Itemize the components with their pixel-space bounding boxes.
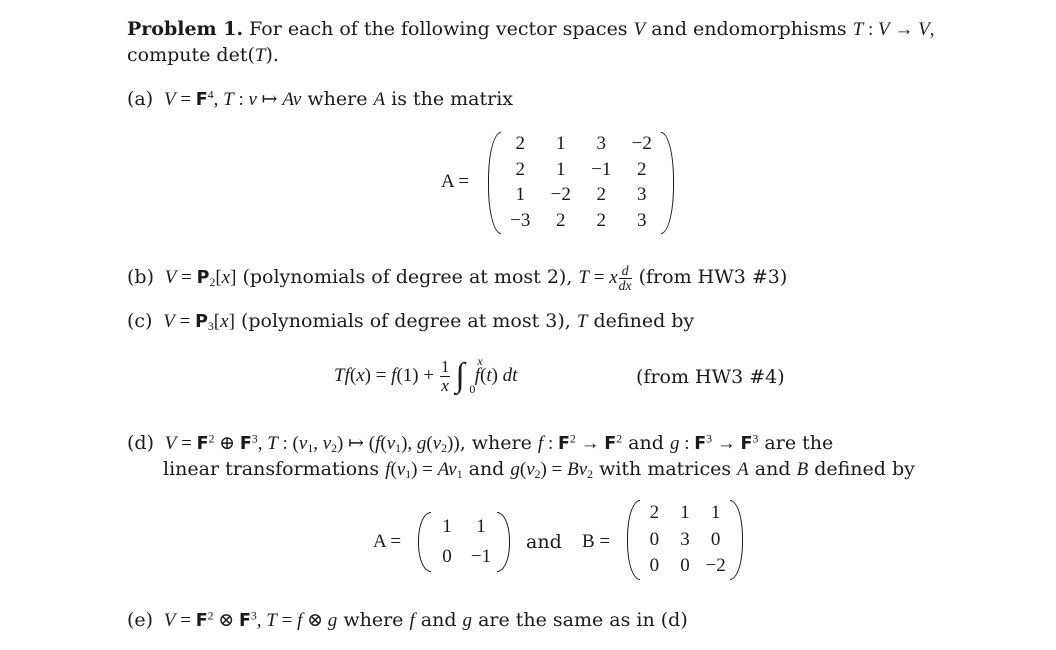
- matrix-db-name: B =: [582, 531, 611, 552]
- matrix-cell: −3: [510, 209, 531, 231]
- matrix-cell: 0: [710, 528, 721, 550]
- matrix-cell: 3: [680, 528, 690, 550]
- matrix-cell: 1: [556, 133, 566, 155]
- problem-title: Problem 1.: [127, 18, 244, 40]
- matrix-db: [627, 500, 743, 580]
- matrix-cell: 2: [556, 209, 566, 231]
- matrix-da: [418, 512, 510, 572]
- part-d-line1: (d) $V = F^2$ ⊕ $F^3$, T : ($v_1$, $v_2$) ↦ ($f(v_1)$, $g(v_2)$), where f : $F^2 \to F^2$ and g : $F^3 \to F^3$ are the: [127, 432, 834, 455]
- matrix-cell: 0: [680, 555, 690, 577]
- matrix-cell: 2: [596, 184, 606, 206]
- matrix-cell: 1: [476, 515, 486, 537]
- part-d-line2: linear transformations $f(v_1) = Av_1$ and $g(v_2) = Bv_2$ with matrices A and B defined by: [163, 458, 915, 481]
- part-a-statement: (a) $V = F^4$, T : v ↦ Av where A is the matrix: [127, 88, 514, 110]
- matrix-cell: 3: [637, 184, 647, 206]
- part-c-formula: Tf(x) = f(1) + $\frac{1}{x}$ ∫ x 0 f(t) dt: [334, 354, 518, 397]
- problem-intro-line1: Problem 1. For each of the following vector spaces V and endomorphisms T : V → V,: [127, 18, 935, 40]
- matrix-cell: 2: [515, 133, 525, 155]
- matrix-cell: 2: [596, 209, 606, 231]
- matrix-cell: 3: [596, 133, 606, 155]
- matrix-cell: 0: [442, 545, 452, 567]
- matrix-cell: −1: [591, 158, 612, 180]
- part-b-label: (b): [127, 266, 154, 289]
- matrix-cell: 2: [637, 158, 647, 180]
- matrix-cell: 3: [637, 209, 647, 231]
- part-a-label: (a): [127, 88, 154, 110]
- part-e-statement: (e) $V = F^2$ ⊗ $F^3$, T = f ⊗ g where f and g are the same as in (d): [127, 609, 688, 631]
- matrix-cell: 0: [649, 528, 660, 550]
- matrix-a: [488, 132, 674, 234]
- matrix-cell: 2: [515, 158, 525, 180]
- part-d-label: (d): [127, 432, 154, 454]
- part-e-label: (e): [127, 609, 154, 631]
- matrix-cell: 2: [649, 501, 660, 523]
- matrix-cell: 1: [680, 501, 690, 523]
- part-c-ref: (from HW3 #4): [636, 366, 785, 388]
- part-b-statement: (b) $V = P_2[x]$ (polynomials of degree at most 2), T = x $\frac{d}{dx}$ (from HW3 #3): [127, 263, 788, 294]
- matrix-cell: −1: [470, 545, 492, 567]
- matrix-cell: −2: [631, 133, 652, 155]
- and-word: and: [526, 531, 562, 553]
- matrix-cell: −2: [550, 184, 571, 206]
- matrix-cell: 1: [710, 501, 721, 523]
- matrix-a-name: A =: [441, 171, 470, 192]
- matrix-da-name: A =: [373, 531, 402, 552]
- matrix-cell: −2: [705, 555, 726, 577]
- matrix-cell: 1: [442, 515, 452, 537]
- matrix-cell: 1: [556, 158, 566, 180]
- matrix-cell: 0: [649, 555, 660, 577]
- matrix-cell: 1: [515, 184, 525, 206]
- part-c-label: (c): [127, 310, 153, 332]
- problem-intro-line2: compute det(T).: [127, 44, 279, 66]
- part-c-statement: (c) $V = P_3[x]$ (polynomials of degree at most 3), T defined by: [127, 310, 695, 333]
